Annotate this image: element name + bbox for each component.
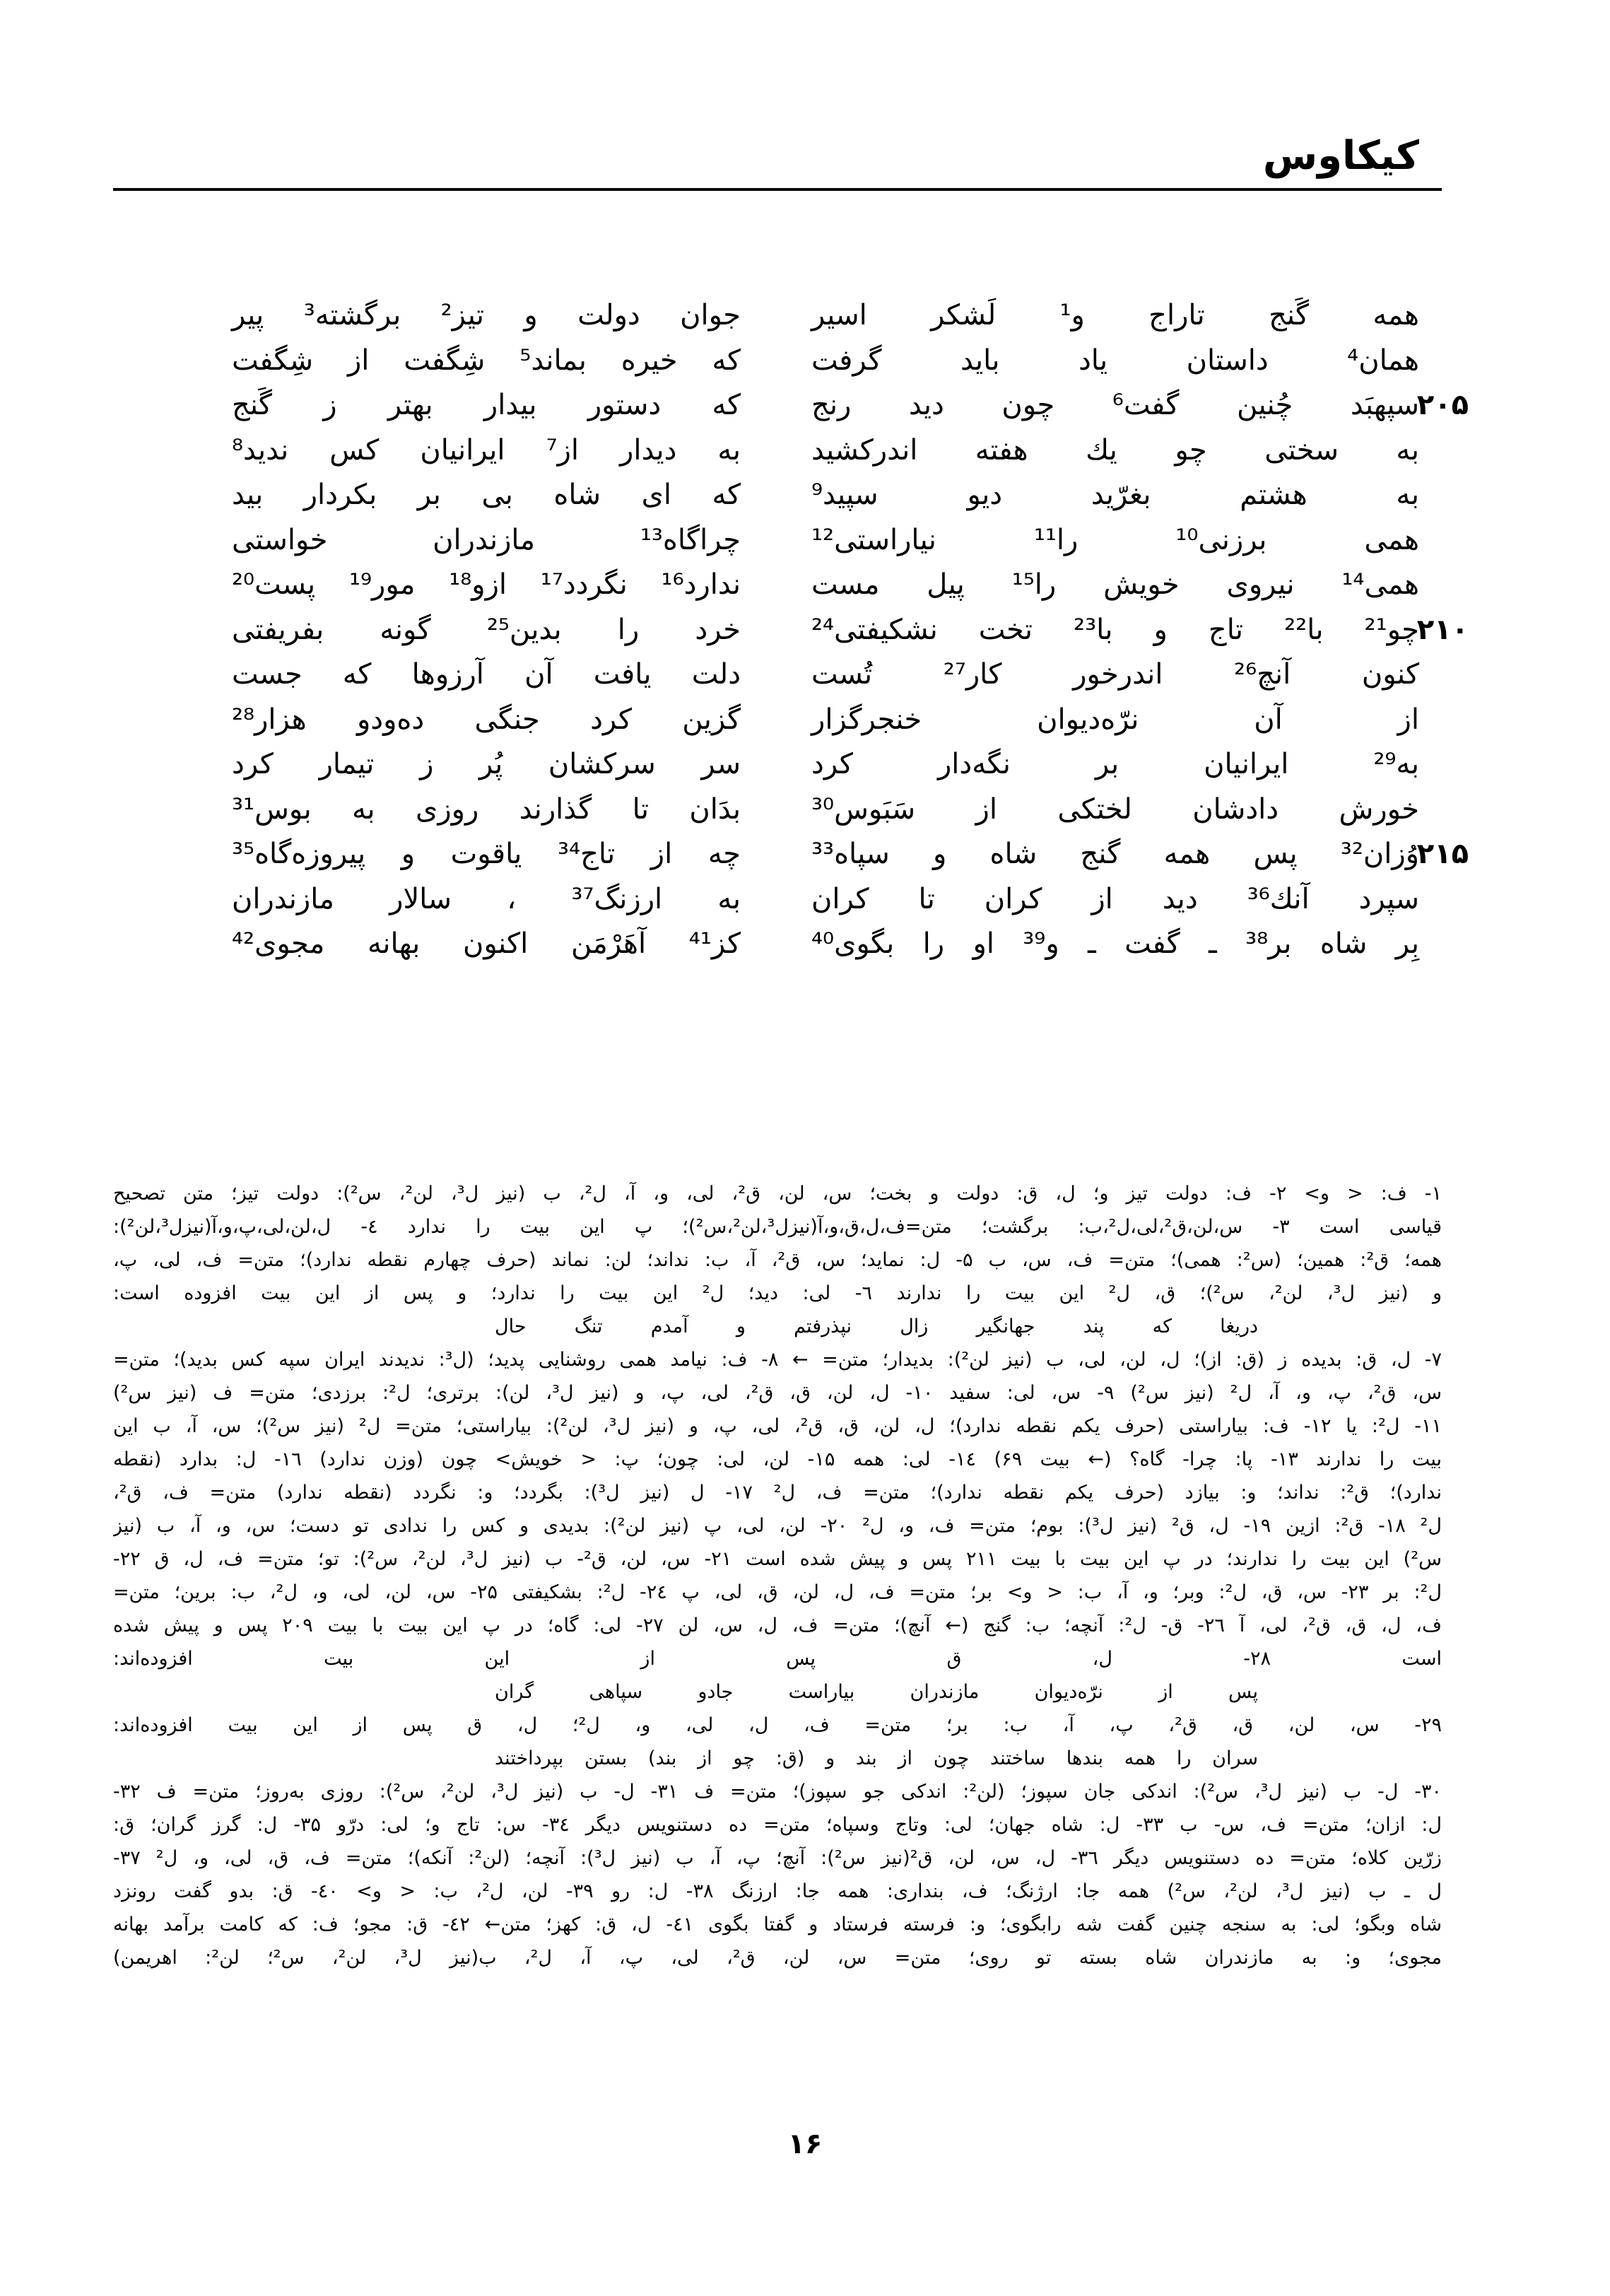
page-header-title: کیکاوس — [1262, 133, 1419, 179]
first-hemistich: خورش دادشان لختکی از سَبَوس³⁰ — [811, 792, 1419, 826]
verse-couplet — [0, 383, 1610, 428]
second-hemistich: گزین کرد جنگی ده‌ودو هزار²⁸ — [232, 703, 741, 736]
second-hemistich: به دیدار از⁷ ایرانیان کس ندید⁸ — [232, 433, 741, 467]
footnote-line: س²) این بیت را ندارند؛ در پ این بیت با بیت ۲۱۱ پس و پیش شده است ۲۱- س، لن، ق²- ب (نیز ل³، لن²، س²): تو؛ متن= ف، ل، ق ۲۲- — [113, 1548, 1442, 1570]
first-hemistich: همان⁴ داستان یاد باید گرفت — [811, 344, 1419, 377]
footnote-line: ۷- ل، ق: بدیده ز (ق: از)؛ ل، لن، لی، ب (نیز لن²): بدیدار؛ متن= ← ۸- ف: نیامد همی روشنایی پدید؛ (ل³: ندیدند ایران سپه کس بدید)؛ متن= — [113, 1349, 1442, 1371]
second-hemistich: که ای شاه بی بر بکردار بید — [232, 479, 741, 511]
verse-couplet — [0, 698, 1610, 743]
verse-number: ۲۱۵ — [1416, 838, 1469, 870]
verse-couplet — [0, 742, 1610, 787]
footnote-quoted-verse: پس از نرّه‌دیوان مازندران بیاراست جادو سپاهی گران — [495, 1681, 1258, 1703]
footnote-line: ل² ۱۸- ق²: ازین ۱۹- ل، ق² (نیز ل³): بوم؛ متن= ف، و، ل² ۲۰- لن، لی، پ (نیز لن²): بدیدی و کس را ندادی تو دست؛ س، و، آ، ب (نیز — [113, 1515, 1442, 1537]
verse-couplet — [0, 293, 1610, 339]
footnote-line: ۱- ف: < و> ۲- ف: دولت تیز و؛ ل، ق: دولت و بخت؛ س، لن، ق²، لی، و، آ، ل²، ب (نیز ل³، لن²، س²): دولت تیز؛ متن تصحیح — [113, 1183, 1442, 1205]
footnotes-block — [113, 1177, 1442, 1974]
footnote-line: است ۲۸- ل، ق پس از این بیت افزوده‌اند: — [113, 1648, 1442, 1670]
footnote-line: ندارد)؛ ق²: نداند؛ و: بیازد (حرف یکم نقطه ندارد)؛ متن= ف، ل² ۱۷- ل (نیز ل³): بگردد؛ و: نگردد (نقطه ندارد) متن= ف، ق²، — [113, 1482, 1442, 1504]
first-hemistich: همی برزنی¹⁰ را¹¹ نیاراستی¹² — [811, 523, 1419, 556]
second-hemistich: کز⁴¹ آهَرْمَن اکنون بهانه مجوی⁴² — [232, 927, 741, 960]
footnote-line: س، ق²، پ، و، آ، ل² (نیز س²) ۹- س، لی: سفید ۱۰- ل، لن، ق، ق²، لی، پ، و (نیز ل³، لن): برتری؛ ل²: برزدی؛ متن= ف (نیز س²) — [113, 1382, 1442, 1404]
footnote-line: ل ـ ب (نیز ل³، لن²، س²) همه جا: ارژنگ؛ ف، بنداری: همه جا: ارزنگ ۳۸- ل: رو ۳۹- لن، ل²، ب: < و> ٤٠- ق: بدو گفت رونزد — [113, 1880, 1442, 1902]
footnote-quoted-verse: سران را همه بندها ساختند چون از بند و (ق: چو از بند) بستن بپرداختند — [495, 1747, 1258, 1769]
first-hemistich: وُزان³² پس همه گنج شاه و سپاه³³ — [811, 838, 1419, 870]
first-hemistich: سپهبَد چُنین گفت⁶ چون دید رنج — [811, 389, 1420, 421]
second-hemistich: سر سرکشان پُر ز تیمار کرد — [232, 748, 741, 780]
verse-couplet — [0, 608, 1610, 653]
footnote-line: ۲۹- س، لن، ق، ق²، پ، آ، ب: بر؛ متن= ف، ل، لی، و، ل²؛ ل، ق پس از این بیت افزوده‌اند: — [113, 1714, 1442, 1736]
first-hemistich: همه گَنج تاراج و¹ لَشکر اسیر — [811, 299, 1419, 332]
second-hemistich: که خیره بماند⁵ شِگفت از شِگفت — [232, 344, 741, 377]
second-hemistich: بدَان تا گذارند روزی به بوس³¹ — [232, 792, 741, 826]
first-hemistich: بِر شاه بر³⁸ ـ گفت ـ و³⁹ او را بگوی⁴⁰ — [811, 927, 1420, 960]
verse-couplet — [0, 787, 1610, 833]
second-hemistich: ندارد¹⁶ نگردد¹⁷ ازو¹⁸ مور¹⁹ پست²⁰ — [232, 568, 741, 601]
header-rule-divider — [113, 188, 1442, 191]
footnote-line: مجوی؛ و: به مازندران شاه بسته تو روی؛ متن= س، لن، ق²، لی، پ، آ، ل²، ب(نیز ل³، لن²، س²؛ لن²: اهریمن) — [113, 1947, 1442, 1969]
footnote-line: ف، ل، ق، ق²، لی، آ ۲٦- ق- ل²: آنچه؛ ب: گنج (← آنچ)؛ متن= ف، ل، س، لن ۲۷- لی: گاه؛ در پ این بیت با بیت ۲۰۹ پس و پیش شده — [113, 1615, 1442, 1636]
first-hemistich: از آن نرّه‌دیوان خنجرگزار — [811, 703, 1419, 736]
verse-couplet — [0, 518, 1610, 563]
verse-couplet — [0, 339, 1610, 384]
footnote-line: ۳۰- ل- ب (نیز ل³، س²): اندکی جان سپوز؛ (لن²: اندکی جو سپوز)؛ متن= ف ۳۱- ل- ب (نیز ل³، لن²، س²): روزی به‌روز؛ متن= ف ۳۲- — [113, 1781, 1442, 1803]
second-hemistich: خرد را بدین²⁵ گونه بفریفتی — [232, 613, 741, 646]
first-hemistich: به هشتم بغرّید دیو سپید⁹ — [811, 479, 1419, 511]
first-hemistich: سپرد آنك³⁶ دید از کران تا کران — [811, 882, 1419, 915]
footnote-line: ۱۱- ل²: یا ۱۲- ف: بیاراستی (حرف یکم نقطه ندارد)؛ ل، لن، ق، ق²، لی، پ، و (نیز ل³، لن²): بیاراستی؛ متن= ل² (نیز س²)؛ س، آ، ب این — [113, 1415, 1442, 1437]
second-hemistich: جوان دولت و تیز² برگشته³ پیر — [232, 299, 741, 332]
first-hemistich: به سختی چو یك هفته اندرکشید — [811, 433, 1419, 467]
footnote-line: و (نیز ل³، لن²، س²)؛ ق، ل² این بیت را ندارند ٦- لی: دید؛ ل² این بیت را ندارد؛ و پس از این بیت افزوده است: — [113, 1282, 1442, 1304]
verse-number: ۲۱۰ — [1416, 613, 1469, 646]
second-hemistich: چراگاه¹³ مازندران خواستی — [232, 523, 741, 556]
verse-couplet — [0, 473, 1610, 518]
second-hemistich: که دستور بیدار بهتر ز گَنج — [232, 389, 741, 421]
page-number: ۱۶ — [787, 2128, 823, 2160]
footnote-line: شاه وبگو؛ لی: به سنجه چنین گفت شه رابگوی؛ و: فرسته فرستاد و گفتا بگوی ٤١- ل، ق: کهز؛ متن← ٤٢- ق: مجو؛ ف: که کامت برآمد بهانه — [113, 1914, 1442, 1935]
footnote-line: بیت را ندارند ۱۳- پا: چرا- گاه؟ (← بیت ۶۹) ١٤- لی: همه ۱۵- لن، لی: چون؛ پ: < خویش> چون (وزن ندارد) ۱٦- ل: بدارد (نقطه — [113, 1448, 1442, 1470]
footnote-line: زرّین کلاه؛ متن= ده دستنویس دیگر ۳٦- ل، س، لن، ق²(نیز س²): آنچ؛ پ، آ، ب (نیز ل³): آنچه؛ (لن²: آنکه)؛ متن= ف، ق، لی، و، ل² ۳۷- — [113, 1847, 1442, 1869]
second-hemistich: به ارزنگ³⁷ ، سالار مازندران — [232, 882, 741, 915]
first-hemistich: کنون آنچ²⁶ اندرخور کار²⁷ تُست — [811, 658, 1420, 691]
first-hemistich: به²⁹ ایرانیان بر نگه‌دار کرد — [811, 748, 1419, 780]
footnote-line: همه؛ ق²: همین؛ (س²: همی)؛ متن= ف، س، ب ۵- ل: نماید؛ س، ق²، آ، ب: نداند؛ لن: نماند (حرف چهارم نقطه ندارد)؛ متن= ف، لی، پ، — [113, 1249, 1442, 1271]
verse-couplet — [0, 652, 1610, 698]
footnote-line: ل²: بر ۲۳- س، ق، ل²: وبر؛ و، آ، ب: < و> بر؛ متن= ف، ل، لن، ق، لی، پ ٢٤- ل²: بشکیفتی ۲۵- س، لن، لی، و، ل²، ب: برین؛ متن= — [113, 1581, 1442, 1603]
footnote-quoted-verse: دریغا که پند جهانگیر زال نپذرفتم و آمدم تنگ حال — [495, 1316, 1258, 1337]
verse-block — [0, 293, 1610, 967]
first-hemistich: همی¹⁴ نیروی خویش را¹⁵ پیل مست — [811, 568, 1419, 601]
first-hemistich: چو²¹ با²² تاج و با²³ تخت نشکیفتی²⁴ — [811, 613, 1420, 646]
verse-couplet — [0, 563, 1610, 608]
verse-couplet — [0, 922, 1610, 967]
verse-couplet — [0, 428, 1610, 474]
footnote-line: ل: ازان؛ متن= ف، س- ب ۳۳- ل: شاه جهان؛ لی: وتاج وسپاه؛ متن= ده دستنویس دیگر ۳٤- س: تاج و؛ لی: درّو ۳۵- ل: گرز گران؛ ق: — [113, 1814, 1442, 1836]
second-hemistich: چه از تاج³⁴ یاقوت و پیروزه‌گاه³⁵ — [232, 838, 741, 870]
verse-couplet — [0, 877, 1610, 922]
verse-couplet — [0, 832, 1610, 877]
verse-number: ۲۰۵ — [1416, 389, 1469, 421]
footnote-line: قیاسی است ۳- س،لن،ق²،لی،ل²،ب: برگشت؛ متن=ف،ل،ق،و،آ(نیزل³،لن²،س²)؛ پ این بیت را ندارد ٤- ل،لن،لی،پ،و،آ(نیزل³،لن²): — [113, 1216, 1442, 1238]
second-hemistich: دلت یافت آن آرزوها که جست — [232, 658, 741, 691]
